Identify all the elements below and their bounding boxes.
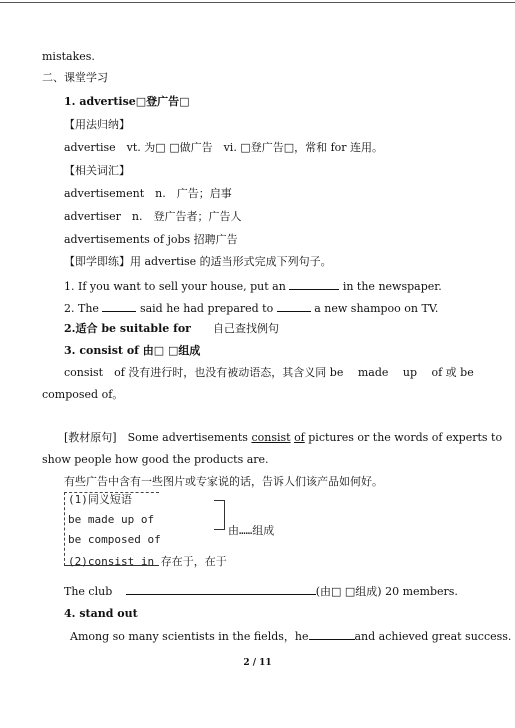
answer-blank[interactable]	[126, 584, 316, 595]
text-segment: [教材原句] Some advertisements	[64, 431, 248, 444]
answer-blank[interactable]	[277, 301, 311, 312]
text-segment: and achieved great success.	[354, 630, 512, 643]
answer-blank[interactable]	[102, 301, 136, 312]
text-line: advertise vt. 为□ □做广告 vi. □登广告□，常和 for 连用。	[64, 141, 384, 154]
text-segment: 1. If you want to sell your house, put an	[64, 280, 286, 293]
note-line: (1)同义短语	[68, 493, 132, 506]
example-sentence	[64, 431, 502, 445]
header-rule	[0, 2, 515, 3]
text-segment: pictures or the words of experts to	[308, 431, 503, 444]
page-number: 2 / 11	[243, 658, 272, 668]
text-line: composed of。	[42, 388, 124, 401]
text-segment: 2. The	[64, 302, 99, 315]
text-segment: 2.适合 be suitable for	[64, 322, 191, 335]
underlined-word: of	[294, 431, 305, 444]
text-line: consist of 没有进行时，也没有被动语态，其含义同 be made up of 或 be	[64, 366, 474, 379]
underlined-word: consist	[251, 431, 291, 444]
note-line: 由……组成	[228, 524, 275, 537]
section-heading: 二、课堂学习	[42, 71, 108, 84]
answer-blank[interactable]	[289, 279, 339, 290]
subheading: 【相关词汇】	[64, 164, 130, 177]
text-segment: a new shampoo on TV.	[314, 302, 439, 315]
text-segment: The club	[64, 585, 113, 598]
text-line: mistakes.	[42, 50, 95, 63]
text-segment: in the newspaper.	[342, 280, 442, 293]
item-heading: 4. stand out	[64, 607, 138, 620]
text-line: advertiser n. 登广告者；广告人	[64, 210, 242, 223]
text-line: show people how good the products are.	[42, 453, 269, 466]
exercise-line	[64, 301, 438, 316]
exercise-line	[64, 279, 442, 294]
handwritten-note	[64, 486, 476, 569]
subheading: 【用法归纳】	[64, 118, 130, 131]
answer-blank[interactable]	[309, 629, 355, 640]
item-heading: 3. consist of 由□ □组成	[64, 344, 201, 357]
text-line: advertisements of jobs 招聘广告	[64, 233, 238, 246]
text-segment: 自己查找例句	[212, 322, 279, 335]
translation-line: 有些广告中含有一些图片或专家说的话，告诉人们该产品如何好。	[64, 475, 383, 488]
item-heading: 1. advertise□登广告□	[64, 95, 190, 108]
text-line: advertisement n. 广告；启事	[64, 187, 232, 200]
brace-mark	[214, 500, 225, 530]
text-segment: (由□ □组成) 20 members.	[315, 585, 458, 598]
note-line: be composed of	[68, 533, 161, 546]
note-line: (2)consist in 存在于，在于	[68, 555, 227, 568]
exercise-line	[70, 629, 511, 644]
subheading: 【即学即练】用 advertise 的适当形式完成下列句子。	[64, 255, 332, 268]
text-segment: said he had prepared to	[139, 302, 274, 315]
note-line: be made up of	[68, 513, 155, 526]
text-segment: Among so many scientists in the fields，he	[70, 630, 309, 643]
exercise-line	[64, 584, 458, 599]
item-heading	[64, 322, 279, 336]
